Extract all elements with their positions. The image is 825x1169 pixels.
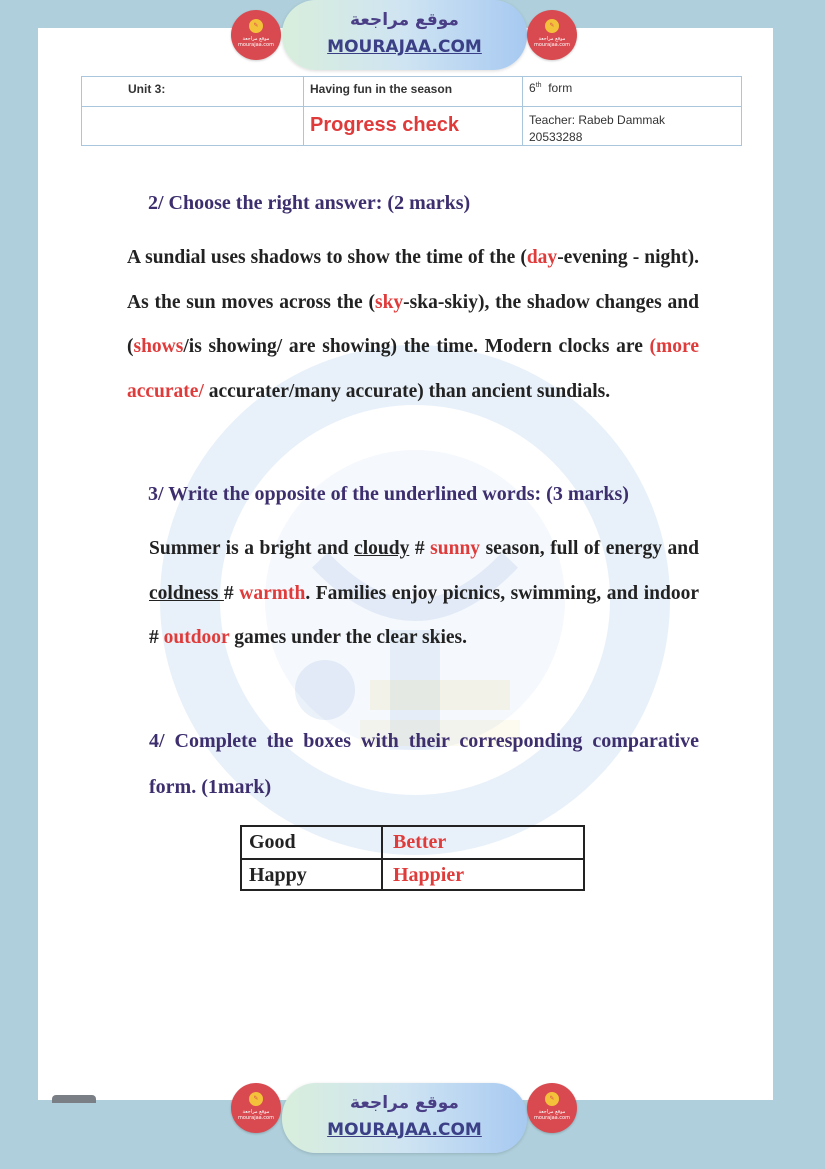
site-banner-bottom[interactable] <box>282 1083 527 1153</box>
badge-label-en: mourajaa.com <box>533 42 570 48</box>
underlined-word: coldness <box>149 582 224 604</box>
banner-domain-link[interactable]: MOURAJAA.COM <box>327 1120 482 1140</box>
book-icon: ✎ <box>545 19 559 33</box>
q4-title: 4/ Complete the boxes with their corresponding comparative form. (1mark) <box>149 730 699 798</box>
table-cell-answer: Happier <box>393 864 465 886</box>
page-scroll-handle[interactable] <box>52 1095 96 1103</box>
form-label: 6th form <box>529 81 573 95</box>
banner-title-ar: موقع مراجعة <box>350 10 459 30</box>
site-badge-left-bottom[interactable] <box>231 1083 281 1133</box>
table-cell-word: Good <box>249 831 296 853</box>
answer-highlight: (more accurate/ <box>127 336 699 402</box>
book-icon: ✎ <box>249 19 263 33</box>
unit-label: Unit 3: <box>128 82 166 96</box>
q2-title: 2/ Choose the right answer: (2 marks) <box>148 192 471 214</box>
book-icon: ✎ <box>249 1092 263 1106</box>
badge-label-en: mourajaa.com <box>533 1115 570 1121</box>
page-title: Progress check <box>310 114 459 136</box>
answer-highlight: outdoor <box>163 627 230 648</box>
site-badge-right-bottom[interactable] <box>527 1083 577 1133</box>
badge-label-en: mourajaa.com <box>237 42 274 48</box>
badge-label-ar: موقع مراجعة <box>538 1109 566 1115</box>
answer-highlight: sky <box>374 291 404 313</box>
teacher-info: Teacher: Rabeb Dammak 20533288 <box>529 113 666 144</box>
answer-highlight: sunny <box>430 538 481 559</box>
badge-label-ar: موقع مراجعة <box>538 36 566 42</box>
book-icon: ✎ <box>545 1092 559 1106</box>
q3-title: 3/ Write the opposite of the underlined words: (3 marks) <box>148 483 629 505</box>
header-table <box>81 76 742 146</box>
q3-paragraph: Summer is a bright and cloudy # sunny season, full of energy and coldness # warmth. Families enjoy picnics, swimming, and indoor # outdoor games under the clear skies. <box>149 538 699 648</box>
answer-highlight: warmth <box>239 582 306 604</box>
unit-topic: Having fun in the season <box>310 82 453 96</box>
table-cell-word: Happy <box>249 864 307 886</box>
answer-highlight: shows <box>133 336 184 357</box>
badge-label-en: mourajaa.com <box>237 1115 274 1121</box>
banner-domain-link[interactable]: MOURAJAA.COM <box>327 37 482 57</box>
table-cell-answer: Better <box>393 831 447 853</box>
banner-title-ar: موقع مراجعة <box>350 1093 459 1113</box>
comparative-table <box>240 825 585 891</box>
site-banner-top[interactable] <box>282 0 527 70</box>
underlined-word: cloudy <box>354 538 410 559</box>
site-badge-left-top[interactable] <box>231 10 281 60</box>
badge-label-ar: موقع مراجعة <box>242 36 270 42</box>
q2-paragraph: A sundial uses shadows to show the time of the (day-evening - night). As the sun moves across the (sky-ska-skiy), the shadow changes and (shows/is showing/ are showing) the time. Modern clocks are (more accurate/ accurater/many accurate) than ancient sundials. <box>127 247 699 402</box>
answer-highlight: day <box>526 247 558 268</box>
site-badge-right-top[interactable] <box>527 10 577 60</box>
badge-label-ar: موقع مراجعة <box>242 1109 270 1115</box>
